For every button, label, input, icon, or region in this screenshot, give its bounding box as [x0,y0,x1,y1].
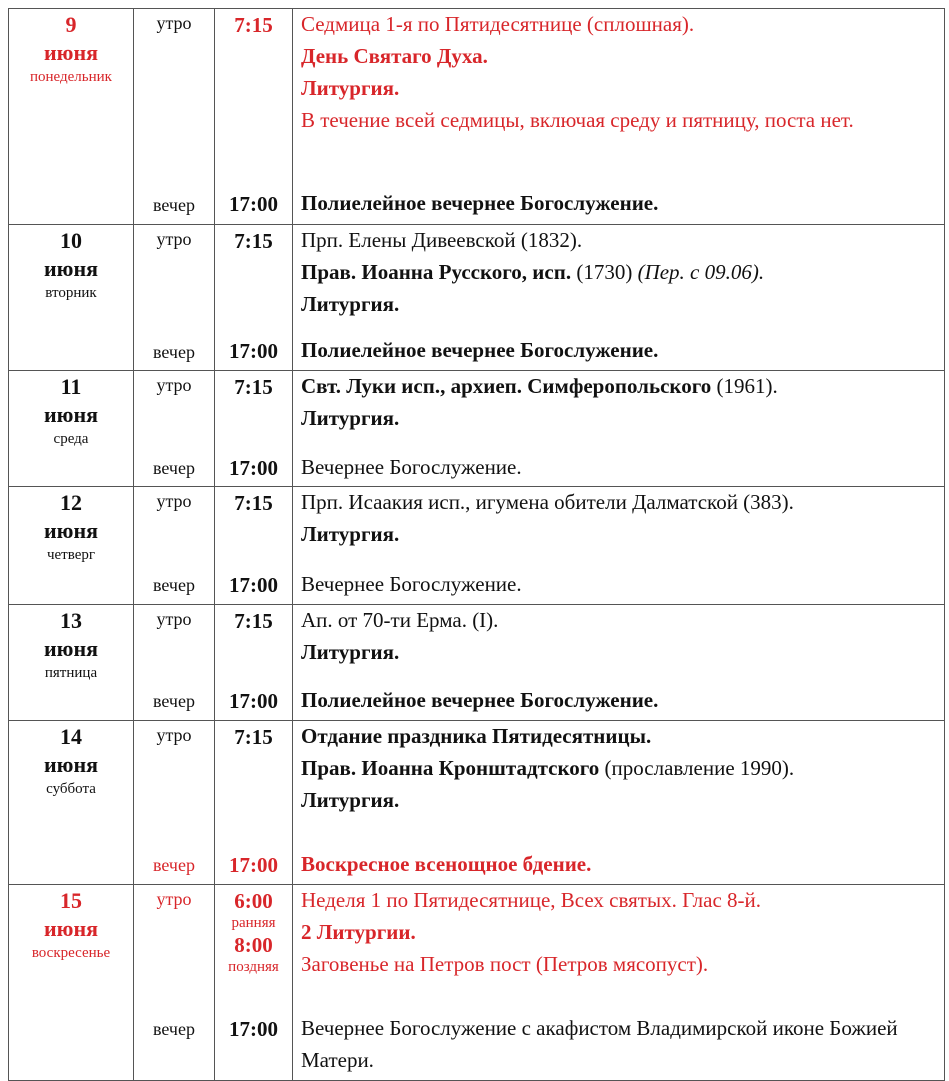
weekday: суббота [46,781,96,797]
saint-line: Прп. Исаакия исп., игумена обители Далматской (383). [301,490,794,514]
time-cell [215,885,293,1081]
date-cell [9,9,134,225]
weekday: пятница [44,665,98,681]
evening-service: Вечернее Богослужение с акафистом Владимирской иконе Божией Матери. [301,1016,898,1072]
saint-name: Свт. Луки исп., архиеп. Симферопольского [301,374,712,398]
weekday: четверг [46,547,96,563]
morning-time: 7:15 [234,609,273,633]
evening-time: 17:00 [229,1017,278,1041]
late-liturgy-time: 8:00 [234,933,273,957]
saint-line: Ап. от 70-ти Ерма. (I). [301,608,499,632]
date-cell [9,225,134,371]
morning-time: 7:15 [234,491,273,515]
transfer-note: (Пер. с 09.06). [637,260,765,284]
part-cell [134,721,215,885]
early-liturgy-note: ранняя [231,915,276,931]
month-name: июня [43,402,99,427]
time-cell [215,605,293,721]
week-title: Седмица 1-я по Пятидесятнице (сплошная). [301,12,695,36]
fast-eve-note: Заговенье на Петров пост (Петров мясопуст). [301,952,709,976]
evening-service: Воскресное всенощное бдение. [301,852,592,876]
early-liturgy-time: 6:00 [234,889,273,913]
service-schedule-table [8,8,945,1081]
saint-year: (1730) [576,260,633,284]
description-cell [293,225,945,371]
month-name: июня [43,40,99,65]
liturgy-label: 2 Литургии. [301,920,416,944]
month-name: июня [43,256,99,281]
evening-time: 17:00 [229,192,278,216]
saint-line: Прп. Елены Дивеевской (1832). [301,228,583,252]
saint-name: Прав. Иоанна Русского, исп. [301,260,572,284]
feast-title: Отдание праздника Пятидесятницы. [301,724,652,748]
month-name: июня [43,518,99,543]
description-cell [293,371,945,487]
weekday: понедельник [30,69,112,85]
weekday: вторник [45,285,97,301]
morning-label: утро [156,725,192,745]
day-row-10 [9,225,945,371]
day-number: 9 [65,12,77,37]
evening-label: вечер [153,1019,195,1039]
feast-title: День Святаго Духа. [301,44,488,68]
day-number: 12 [60,490,82,515]
saint-year: (1961). [716,374,778,398]
evening-time: 17:00 [229,339,278,363]
week-title: Неделя 1 по Пятидесятнице, Всех святых. Глас 8-й. [301,888,762,912]
evening-service: Полиелейное вечернее Богослужение. [301,338,659,362]
liturgy-label: Литургия. [301,292,400,316]
day-row-13 [9,605,945,721]
saint-name: Прав. Иоанна Кронштадтского [301,756,600,780]
day-row-9 [9,9,945,225]
day-number: 15 [60,888,82,913]
morning-time: 7:15 [234,229,273,253]
evening-label: вечер [153,458,195,478]
liturgy-label: Литургия. [301,788,400,812]
part-cell [134,885,215,1081]
day-row-12 [9,487,945,605]
liturgy-label: Литургия. [301,640,400,664]
time-cell [215,721,293,885]
weekday: воскресенье [31,945,111,961]
month-name: июня [43,916,99,941]
evening-service: Вечернее Богослужение. [301,455,522,479]
part-cell [134,605,215,721]
date-cell [9,605,134,721]
evening-service: Вечернее Богослужение. [301,572,522,596]
time-cell [215,487,293,605]
part-cell [134,225,215,371]
morning-time: 7:15 [234,13,273,37]
liturgy-label: Литургия. [301,522,400,546]
morning-label: утро [156,889,192,909]
time-cell [215,225,293,371]
month-name: июня [43,752,99,777]
day-row-14 [9,721,945,885]
description-cell [293,885,945,1081]
day-row-15 [9,885,945,1081]
evening-time: 17:00 [229,853,278,877]
weekday: среда [53,431,89,447]
evening-service: Полиелейное вечернее Богослужение. [301,688,659,712]
morning-label: утро [156,229,192,249]
evening-label: вечер [153,691,195,711]
evening-time: 17:00 [229,689,278,713]
evening-label: вечер [153,855,195,875]
late-liturgy-note: поздняя [228,959,279,975]
evening-label: вечер [153,342,195,362]
description-cell [293,605,945,721]
date-cell [9,721,134,885]
date-cell [9,885,134,1081]
morning-time: 7:15 [234,375,273,399]
evening-label: вечер [153,195,195,215]
date-cell [9,371,134,487]
evening-label: вечер [153,575,195,595]
morning-time: 7:15 [234,725,273,749]
morning-label: утро [156,375,192,395]
saint-note: (прославление 1990). [604,756,795,780]
day-row-11 [9,371,945,487]
morning-label: утро [156,491,192,511]
description-cell [293,9,945,225]
liturgy-label: Литургия. [301,406,400,430]
morning-label: утро [156,13,192,33]
day-number: 13 [60,608,82,633]
evening-time: 17:00 [229,573,278,597]
day-number: 14 [60,724,82,749]
part-cell [134,487,215,605]
day-number: 11 [60,374,82,399]
time-cell [215,371,293,487]
description-cell [293,721,945,885]
month-name: июня [43,636,99,661]
part-cell [134,371,215,487]
day-number: 10 [60,228,82,253]
liturgy-label: Литургия. [301,76,400,100]
fasting-note: В течение всей седмицы, включая среду и пятницу, поста нет. [301,108,854,132]
morning-label: утро [156,609,192,629]
description-cell [293,487,945,605]
evening-service: Полиелейное вечернее Богослужение. [301,191,659,215]
date-cell [9,487,134,605]
time-cell [215,9,293,225]
part-cell [134,9,215,225]
evening-time: 17:00 [229,456,278,480]
